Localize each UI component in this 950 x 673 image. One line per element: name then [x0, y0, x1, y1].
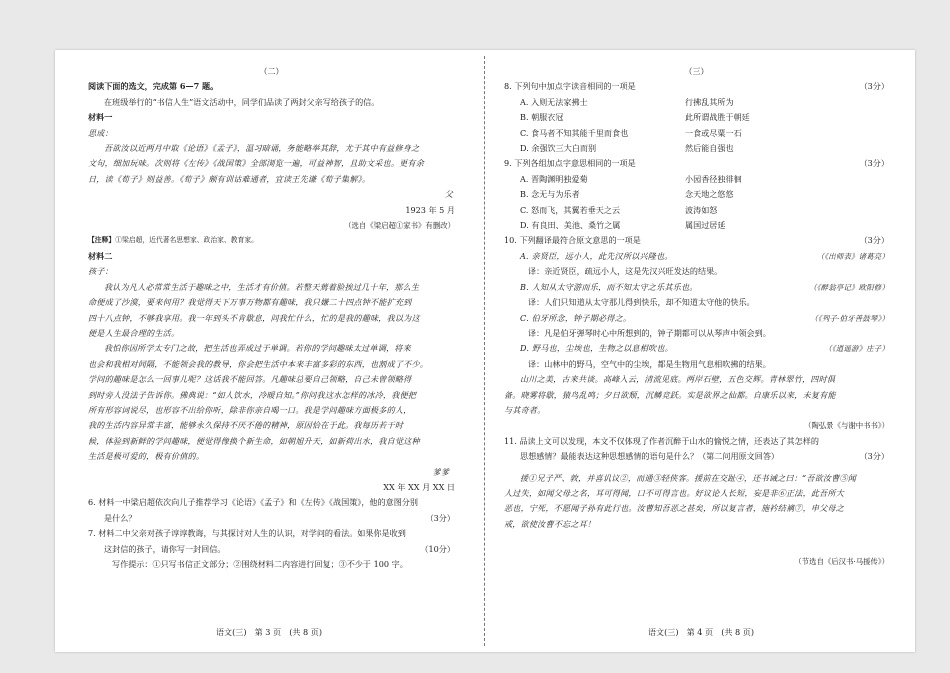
- translation-answer: 译：人们只知道从太守那儿得到快乐，却不知道太守他的快乐。: [528, 297, 755, 308]
- option-right: 念天地之悠悠: [685, 189, 734, 200]
- translation-source-ref: （《出师表》诸葛亮）: [816, 251, 889, 261]
- material-1-source: （选自《梁启超①家书》有删改）: [344, 221, 455, 231]
- option-row: [504, 203, 889, 218]
- option-row: [504, 141, 889, 156]
- translation-source-text: B. 人知从太守游而乐，而不知太守之乐其乐也。: [520, 281, 698, 292]
- question-7: 7. 材料二中父亲对孩子谆谆教诲，与其探讨对人生的认识，对学问的看法。如果你是收到: [88, 528, 406, 539]
- question-7-points: （10分）: [420, 543, 455, 554]
- material-2-line: 我的生活内容异常丰富，能够永久保持不厌不倦的精神，原因恰在于此。我每历若干时: [88, 420, 404, 431]
- page-3: [55, 50, 483, 652]
- option-row: [504, 172, 889, 187]
- material-2-salutation: 孩子：: [88, 266, 113, 277]
- question-6-points: （3分）: [425, 512, 455, 523]
- option-row: [504, 218, 889, 233]
- translation-source-ref: （《逍遥游》庄子）: [824, 344, 889, 354]
- option-left: D. 余强饮三大白而别: [520, 143, 597, 154]
- page-footer: 语文(三) 第 4 页 (共 8 页): [647, 627, 755, 637]
- material-2-line: 命便成了沙漠，要来何用？我觉得天下万事万物都有趣味，我只嫌二十四点钟不能扩充到: [88, 297, 412, 308]
- passage-2-line: 援①兄子严、敦，并喜讥议②，而通③轻侠客。援前在交趾④，还书诫之曰：“吾欲汝曹⑤闻: [520, 472, 857, 483]
- option-row: [504, 187, 889, 202]
- instruction: 阅读下面的选文，完成第 6—7 题。: [88, 81, 219, 92]
- passage-line: 山川之美，古来共谈。高峰入云，清流见底。两岸石壁，五色交辉。青林翠竹，四时俱: [520, 374, 836, 385]
- material-2-line: 我认为凡人必常常生活于趣味之中，生活才有价值。若整天蔫着脸挨过几十年，那么生: [104, 281, 420, 292]
- passage-2-line: 戒，欲使汝曹不忘之耳！: [504, 518, 596, 529]
- option-right: 一食或尽粟一石: [685, 127, 742, 138]
- material-2-line: 候，体验到新鲜的学问趣味，便觉得像换个新生命，如朝旭升天，如新荷出水，我自觉这种: [88, 435, 420, 446]
- passage-line: 备。晓雾将歇，猿鸟乱鸣；夕日欲颓，沉鳞竞跃。实是欲界之仙都。自康乐以来，未复有能: [504, 389, 836, 400]
- question-8-text: 8. 下列句中加点字读音相同的一项是: [504, 81, 636, 92]
- question-9: [504, 156, 889, 171]
- translation-source-ref: （《列子·伯牙善鼓琴》）: [810, 313, 889, 323]
- passage-line: 与其奇者。: [504, 404, 546, 415]
- question-11-cont: [504, 449, 889, 464]
- question-11-points: （3分）: [859, 451, 889, 462]
- question-6-text: 是什么？: [104, 512, 137, 523]
- question-10: [504, 233, 889, 248]
- question-8: [504, 79, 889, 94]
- question-10-text: 10. 下列翻译最符合原文意思的一项是: [504, 235, 641, 246]
- material-1-title: 材料一: [88, 112, 113, 123]
- passage-2-source: （节选自《后汉书·马援传》）: [794, 557, 889, 567]
- translation-source-text: C. 伯牙所念，钟子期必得之。: [520, 312, 632, 323]
- option-right: 此所谓战胜于朝廷: [685, 112, 750, 123]
- translation-source-ref: （《醉翁亭记》欧阳修）: [809, 282, 889, 292]
- question-6: 6. 材料一中梁启超依次向儿子推荐学习《论语》《孟子》和《左传》《战国策》，他的意图分别: [88, 497, 418, 508]
- intro-text: 在班级举行的“书信人生”语文活动中，同学们品读了两封父亲写给孩子的信。: [104, 96, 380, 107]
- question-8-points: （3分）: [859, 81, 889, 92]
- option-row: [504, 95, 889, 110]
- section-heading: （二）: [259, 66, 284, 76]
- passage-2-line: 人过失，如闻父母之名，耳可得闻，口不可得言也。好议论人长短，妄是非⑥正法，此吾所大: [504, 487, 845, 498]
- question-10-points: （3分）: [859, 235, 889, 246]
- material-2-line: 到时旁人没法子告诉你。佛典说：“如人饮水，冷暖自知。”你问我这水怎样的冰冷，我便把: [88, 389, 417, 400]
- translation-source-text: A. 亲贤臣，远小人，此先汉所以兴隆也。: [520, 250, 673, 261]
- translation-item: [504, 249, 889, 264]
- material-2-line: 学问的趣味是怎么一回事儿呢？这话我不能回答。凡趣味总要自己领略，自己未曾领略得: [88, 374, 412, 385]
- translation-answer: 译：山林中的野马，空气中的尘埃，都是生物用气息相吹拂的结果。: [528, 358, 771, 369]
- page-divider: [484, 56, 485, 646]
- translation-item: [504, 341, 889, 356]
- section-heading: （三）: [684, 66, 709, 76]
- option-left: C. 食马者不知其能千里而食也: [520, 127, 629, 138]
- material-2-signature: 爹爹: [432, 466, 449, 477]
- option-right: 然后能自强也: [685, 143, 734, 154]
- option-right: 属国过居延: [685, 220, 726, 231]
- translation-answer: 译：亲近贤臣，疏远小人，这是先汉兴旺发达的结果。: [528, 266, 723, 277]
- writing-tip: 写作提示：①只写书信正文部分；②围绕材料二内容进行回复；③不少于 100 字。: [112, 559, 408, 569]
- translation-source-text: D. 野马也，尘埃也，生物之以息相吹也。: [520, 343, 673, 354]
- option-right: 行拂乱其所为: [685, 96, 734, 107]
- material-1-line: 文句，细加玩味。次则将《左传》《战国策》全部浏览一遍，可益神智，且助文采也。更有余: [88, 158, 424, 169]
- question-6-cont: [88, 511, 455, 526]
- option-left: A. 晋陶渊明独爱菊: [520, 173, 588, 184]
- material-1-date: 1923 年 5 月: [405, 204, 455, 215]
- material-2-line: 便是人生最合理的生活。: [88, 327, 180, 338]
- page-4: [487, 50, 915, 652]
- option-row: [504, 110, 889, 125]
- material-2-line: 我怕你因所学太专门之故，把生活也弄成过于单调。若你的学问趣味太过单调，将来: [104, 343, 411, 354]
- material-2-line: 也会和我相对间隔，不能领会我的教导，你会把生活中本来丰富多彩的东西，也割成了不少。: [88, 358, 429, 369]
- question-11-text: 思想感情？最能表达这种思想感情的语句是什么？（第二问用原文回答）: [520, 451, 780, 462]
- material-1-signature: 父: [444, 189, 453, 200]
- annotation-text: ①梁启超，近代著名思想家、政治家、教育家。: [115, 236, 258, 245]
- question-7-text: 这封信的孩子，请你写一封回信。: [104, 543, 226, 554]
- material-2-line: 生活是极可爱的，极有价值的。: [88, 451, 205, 462]
- page-footer: 语文(三) 第 3 页 (共 8 页): [215, 627, 323, 637]
- question-11: 11. 品读上文可以发现，本文不仅体现了作者沉醉于山水的愉悦之情，还表达了其怎样的: [504, 435, 819, 446]
- option-left: B. 朝服衣冠: [520, 112, 564, 123]
- option-row: [504, 126, 889, 141]
- option-left: B. 念无与为乐者: [520, 189, 580, 200]
- question-7-cont: [88, 542, 455, 557]
- material-2-date: XX 年 XX 月 XX 日: [383, 481, 455, 492]
- passage-source: （陶弘景《与谢中书书》）: [804, 421, 889, 431]
- material-2-line: 所有形容词说尽，也形容不出给你听，除非你亲自喝一口。我是学问趣味方面极多的人，: [88, 404, 412, 415]
- option-left: C. 怒而飞，其翼若垂天之云: [520, 204, 621, 215]
- question-9-text: 9. 下列各组加点字意思相同的一项是: [504, 158, 636, 169]
- material-2-title: 材料二: [88, 250, 113, 261]
- annotation-label: 【注释】: [88, 236, 116, 245]
- material-2-line: 四十八点钟，不够我享用。我一年到头不肯歇息，问我忙什么，忙的是我的趣味，我以为这: [88, 312, 420, 323]
- option-right: 波涛如怒: [685, 204, 718, 215]
- option-right: 小园香径独徘徊: [685, 173, 742, 184]
- option-left: D. 有良田、美池、桑竹之属: [520, 220, 621, 231]
- question-9-points: （3分）: [859, 158, 889, 169]
- annotation: [88, 233, 455, 248]
- option-left: A. 入则无法家拂士: [520, 96, 588, 107]
- passage-2-line: 恶也，宁死，不愿闻子孙有此行也。汝曹知吾恶之甚矣，所以复言者，施衿结褵⑦，申父母之: [504, 503, 845, 514]
- material-1-line: 日，读《荀子》则益善。《荀子》颇有训诂难通者，宜读王先谦《荀子集解》。: [88, 173, 371, 184]
- material-1-salutation: 思成：: [88, 127, 113, 138]
- translation-answer: 译：凡是伯牙弹琴时心中所想到的，钟子期都可以从琴声中领会到。: [528, 327, 771, 338]
- exam-spread: [55, 50, 915, 652]
- translation-item: [504, 311, 889, 326]
- material-1-line: 吾欲汝以近两月中取《论语》《孟子》，温习暗诵，务能略举其辞，尤于其中有益修身之: [104, 143, 420, 154]
- translation-item: [504, 280, 889, 295]
